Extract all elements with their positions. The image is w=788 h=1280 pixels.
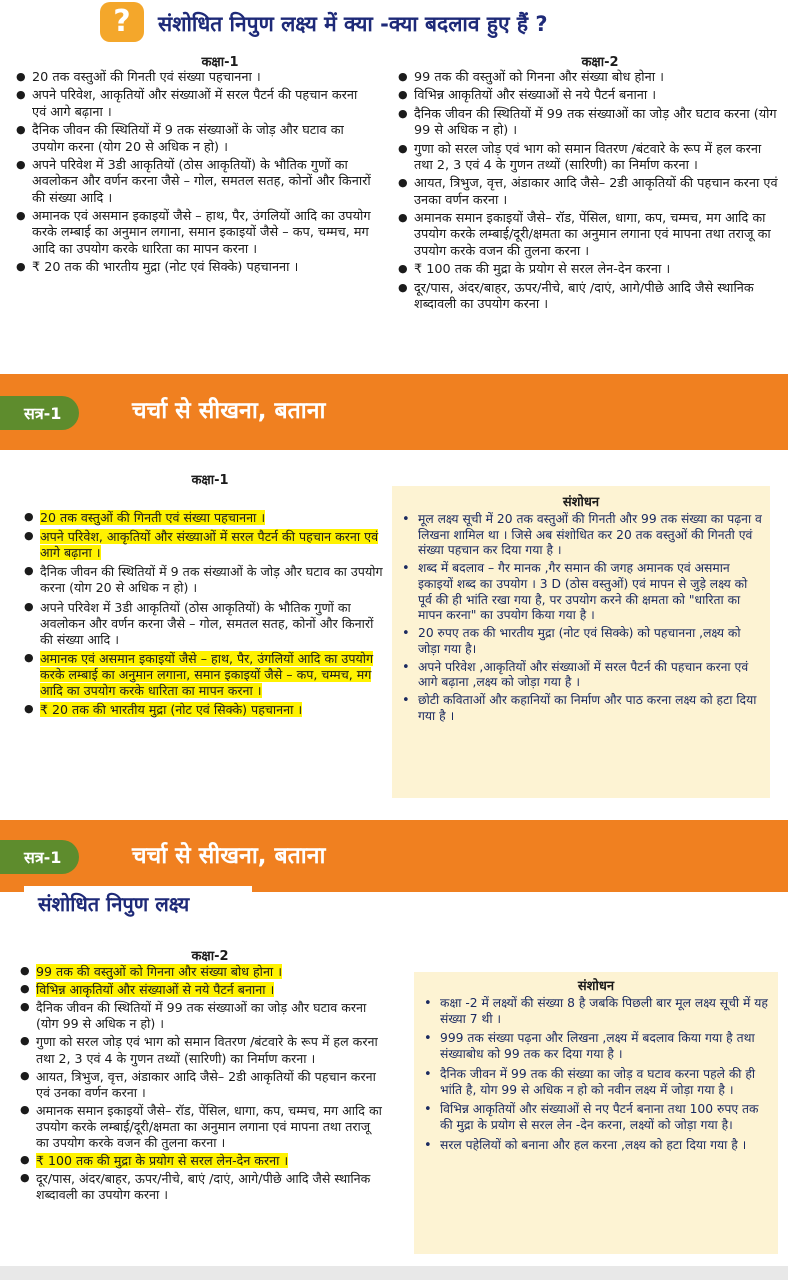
question-icon: ? bbox=[100, 2, 144, 42]
list-item: • शब्द में बदलाव – गैर मानक ,गैर समान की जगह अमानक एवं असमान इकाइयों शब्द का उपयोग । 3 D (ठोस वस्तुओं) एवं मापन से जुड़े लक्ष्य को पूर्व की ही भांति रखा गया है, पर उपयोग करने की क्षमता को "धारिता का मापन करना" का उपयोग किया गया है । bbox=[402, 561, 764, 624]
list-item bbox=[20, 1069, 386, 1101]
class-1-heading: कक्षा-1 bbox=[201, 55, 239, 70]
list-item: • छोटी कविताओं और कहानियों का निर्माण और पाठ करना लक्ष्य को हटा दिया गया है । bbox=[402, 693, 764, 724]
list-item: • कक्षा -2 में लक्ष्यों की संख्या 8 है जबकि पिछली बार मूल लक्ष्य सूची में यह संख्या 7 थी । bbox=[424, 996, 774, 1027]
item-text: दैनिक जीवन की स्थितियों में 9 तक संख्याओं के जोड़ और घटाव का उपयोग करना (योग 20 से अधिक न हो) । bbox=[40, 564, 383, 596]
class-2-goals-list bbox=[398, 70, 782, 315]
section-subtitle: संशोधित निपुण लक्ष्य bbox=[38, 892, 190, 916]
session-tag: सत्र-1 bbox=[0, 396, 79, 430]
highlighted-text: अपने परिवेश, आकृतियों और संख्याओं में सरल पैटर्न की पहचान करना एवं आगे बढ़ाना । bbox=[40, 529, 379, 561]
highlighted-text: ₹ 100 तक की मुद्रा के प्रयोग से सरल लेन-देन करना । bbox=[36, 1153, 289, 1169]
list-item bbox=[24, 702, 384, 718]
list-item: ● दैनिक जीवन की स्थितियों में 99 तक संख्याओं का जोड़ और घटाव करना (योग 99 से अधिक न हो) । bbox=[398, 107, 782, 140]
session-banner bbox=[0, 374, 788, 450]
highlighted-text: 20 तक वस्तुओं की गिनती एवं संख्या पहचानना । bbox=[40, 510, 266, 525]
list-item: ● आयत, त्रिभुज, वृत्त, अंडाकार आदि जैसे– 2डी आकृतियों की पहचान करना एवं उनका वर्णन करना । bbox=[398, 176, 782, 209]
item-text: दूर/पास, अंदर/बाहर, ऊपर/नीचे, बाएं /दाएं, आगे/पीछे आदि जैसे स्थानिक शब्दावली का उपयोग करना । bbox=[36, 1171, 371, 1203]
list-item bbox=[24, 651, 384, 699]
class-2-heading: कक्षा-2 bbox=[191, 949, 229, 964]
list-item bbox=[20, 1153, 386, 1169]
class-1-goals-list bbox=[16, 70, 372, 279]
revision-heading: संशोधन bbox=[562, 495, 600, 510]
item-text: आयत, त्रिभुज, वृत्त, अंडाकार आदि जैसे– 2डी आकृतियों की पहचान करना एवं उनका वर्णन करना । bbox=[36, 1068, 376, 1100]
list-item: ● अपने परिवेश, आकृतियों और संख्याओं में सरल पैटर्न की पहचान करना एवं आगे बढ़ाना । bbox=[16, 88, 372, 121]
list-item: ● गुणा को सरल जोड़ एवं भाग को समान वितरण /बंटवारे के रूप में हल करना तथा 2, 3 एवं 4 के गुणन तथ्यों (सारिणी) का निर्माण करना । bbox=[398, 142, 782, 175]
list-item bbox=[20, 1103, 386, 1151]
highlighted-text: ₹ 20 तक की भारतीय मुद्रा (नोट एवं सिक्के) पहचानना । bbox=[40, 702, 303, 718]
list-item: • सरल पहेलियों को बनाना और हल करना ,लक्ष्य को हटा दिया गया है । bbox=[424, 1138, 774, 1154]
class-2-heading: कक्षा-2 bbox=[581, 55, 619, 70]
list-item bbox=[20, 1000, 386, 1032]
list-item bbox=[20, 964, 386, 980]
list-item: • अपने परिवेश ,आकृतियों और संख्याओं में सरल पैटर्न की पहचान करना एवं आगे बढ़ाना ,लक्ष्य को जोड़ा गया है । bbox=[402, 660, 764, 691]
highlighted-text: 99 तक की वस्तुओं को गिनना और संख्या बोध होना । bbox=[36, 964, 282, 979]
list-item: ● दूर/पास, अंदर/बाहर, ऊपर/नीचे, बाएं /दाएं, आगे/पीछे आदि जैसे स्थानिक शब्दावली का उपयोग करना । bbox=[398, 281, 782, 314]
revision-list bbox=[424, 996, 774, 1158]
list-item: ● अमानक समान इकाइयों जैसे– रॉड, पेंसिल, धागा, कप, चम्मच, मग आदि का उपयोग करके लम्बाई/दूरी/क्षमता का अनुमान लगाना एवं मापना तथा तराजू का उपयोग करके वजन की तुलना करना । bbox=[398, 211, 782, 260]
item-text: दैनिक जीवन की स्थितियों में 99 तक संख्याओं का जोड़ और घटाव करना (योग 99 से अधिक न हो) । bbox=[36, 1000, 367, 1032]
class-2-revised-list bbox=[20, 964, 386, 1206]
bottom-edge bbox=[0, 1266, 788, 1280]
item-text: अपने परिवेश में 3डी आकृतियों (ठोस आकृतियों) के भौतिक गुणों का अवलोकन और वर्णन करना जैसे – गोल, समतल सतह, कोनों और किनारों की संख्या आदि । bbox=[40, 599, 374, 647]
revision-heading: संशोधन bbox=[577, 979, 615, 994]
list-item: ● ₹ 20 तक की भारतीय मुद्रा (नोट एवं सिक्के) पहचानना । bbox=[16, 260, 372, 276]
list-item bbox=[20, 982, 386, 998]
session-banner bbox=[0, 820, 788, 892]
list-item: • 20 रुपए तक की भारतीय मुद्रा (नोट एवं सिक्के) को पहचानना ,लक्ष्य को जोड़ा गया है। bbox=[402, 626, 764, 657]
list-item: ● ₹ 100 तक की मुद्रा के प्रयोग से सरल लेन-देन करना । bbox=[398, 262, 782, 278]
highlighted-text: अमानक एवं असमान इकाइयों जैसे – हाथ, पैर, उंगलियों आदि का उपयोग करके लम्बाई का अनुमान लगाना, समान इकाइयों जैसे – कप, चम्मच, मग आदि का उपयोग करके धारिता का मापन करना । bbox=[40, 650, 374, 699]
class-1-heading: कक्षा-1 bbox=[191, 473, 229, 488]
list-item bbox=[24, 600, 384, 648]
list-item: ● अपने परिवेश में 3डी आकृतियों (ठोस आकृतियों) के भौतिक गुणों का अवलोकन और वर्णन करना जैसे – गोल, समतल सतह, कोनों और किनारों की संख्या आदि । bbox=[16, 158, 372, 207]
item-text: गुणा को सरल जोड़ एवं भाग को समान वितरण /बंटवारे के रूप में हल करना तथा 2, 3 एवं 4 के गुणन तथ्यों (सारिणी) का निर्माण करना । bbox=[36, 1034, 378, 1066]
list-item: • विभिन्न आकृतियों और संख्याओं से नए पैटर्न बनाना तथा 100 रुपए तक की मुद्रा के प्रयोग से सरल लेन -देन करना, लक्ष्यों को जोड़ा गया है। bbox=[424, 1102, 774, 1133]
item-text: अमानक समान इकाइयों जैसे– रॉड, पेंसिल, धागा, कप, चम्मच, मग आदि का उपयोग करके लम्बाई/दूरी/क्षमता का अनुमान लगाना एवं मापना तथा तराजू का उपयोग करके वजन की तुलना करना । bbox=[36, 1102, 382, 1151]
page-title: संशोधित निपुण लक्ष्य में क्या -क्या बदलाव हुए हैं ? bbox=[158, 12, 548, 36]
list-item: ● 99 तक की वस्तुओं को गिनना और संख्या बोध होना । bbox=[398, 70, 782, 86]
list-item: • 999 तक संख्या पढ़ना और लिखना ,लक्ष्य में बदलाव किया गया है तथा संख्याबोध को 99 तक कर दिया गया है । bbox=[424, 1031, 774, 1062]
list-item: ● दैनिक जीवन की स्थितियों में 9 तक संख्याओं के जोड़ और घटाव का उपयोग करना (योग 20 से अधिक न हो) । bbox=[16, 123, 372, 156]
highlighted-text: विभिन्न आकृतियों और संख्याओं से नये पैटर्न बनाना । bbox=[36, 982, 275, 998]
list-item: ● अमानक एवं असमान इकाइयों जैसे – हाथ, पैर, उंगलियों आदि का उपयोग करके लम्बाई का अनुमान लगाना, समान इकाइयों जैसे – कप, चम्मच, मग आदि का उपयोग करके धारिता का मापन करना । bbox=[16, 209, 372, 258]
list-item: ● विभिन्न आकृतियों और संख्याओं से नये पैटर्न बनाना । bbox=[398, 88, 782, 104]
session-title: चर्चा से सीखना, बताना bbox=[132, 843, 326, 869]
revision-list bbox=[402, 512, 764, 727]
session-tag: सत्र-1 bbox=[0, 840, 79, 874]
session-title: चर्चा से सीखना, बताना bbox=[132, 398, 326, 424]
list-item bbox=[20, 1171, 386, 1203]
list-item bbox=[24, 510, 384, 526]
list-item bbox=[24, 529, 384, 561]
list-item: • दैनिक जीवन में 99 तक की संख्या का जोड़ व घटाव करना पहले की ही भांति है, योग 99 से अधिक न हो को नवीन लक्ष्य में जोड़ा गया है । bbox=[424, 1067, 774, 1098]
list-item: ● 20 तक वस्तुओं की गिनती एवं संख्या पहचानना । bbox=[16, 70, 372, 86]
class-1-revised-list bbox=[24, 510, 384, 721]
list-item bbox=[20, 1034, 386, 1066]
list-item bbox=[24, 564, 384, 596]
list-item: • मूल लक्ष्य सूची में 20 तक वस्तुओं की गिनती और 99 तक संख्या का पढ़ना व लिखना शामिल था । जिसे अब संशोधित कर 20 तक वस्तुओं की गिनती एवं संख्या पहचान कर दिया गया है । bbox=[402, 512, 764, 559]
